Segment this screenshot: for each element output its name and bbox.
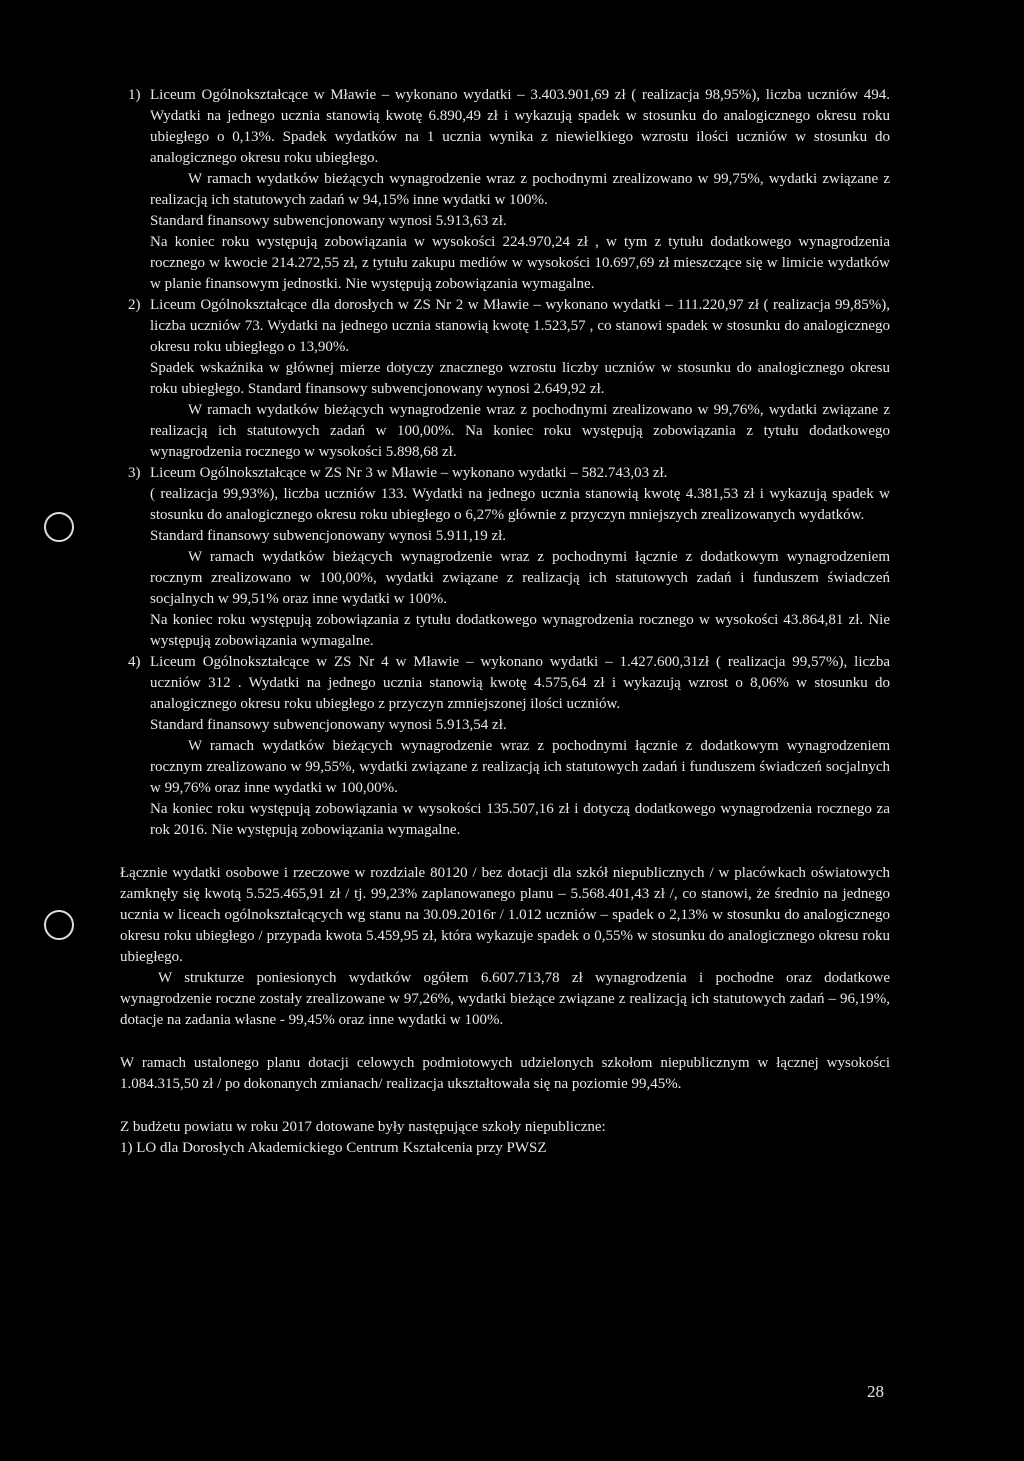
paragraph: Spadek wskaźnika w głównej mierze dotyczy znacznego wzrostu liczby uczniów w stosunku do analogicznego okresu roku ubiegłego. Standard finansowy subwencjonowany wynosi 2.649,92 zł. bbox=[150, 360, 890, 397]
paragraph: W strukturze poniesionych wydatków ogółem 6.607.713,78 zł wynagrodzenia i pochodne oraz dodatkowe wynagrodzenie roczne zostały zrealizowane w 97,26%, wydatki bieżące związane z realizacją ich statutowych zadań – 96,19%, dotacje na zadania własne - 99,45% oraz inne wydatki w 100%. bbox=[120, 970, 890, 1028]
list-item-school-3 bbox=[120, 463, 890, 652]
punch-hole-icon bbox=[44, 910, 74, 940]
paragraph: Łącznie wydatki osobowe i rzeczowe w rozdziale 80120 / bez dotacji dla szkół niepublicznych / w placówkach oświatowych zamknęły się kwotą 5.525.465,91 zł / tj. 99,23% zaplanowanego planu – 5.568.401,43 zł /, co stanowi, że średnio na jednego ucznia w liceach ogólnokształcących wg stanu na 30.09.2016r / 1.012 uczniów – spadek o 2,13% w stosunku do analogicznego okresu roku ubiegłego / przypada kwota 5.459,95 zł, która wykazuje spadek o 0,55% w stosunku do analogicznego okresu roku ubiegłego. bbox=[120, 865, 890, 965]
paragraph: Liceum Ogólnokształcące dla dorosłych w ZS Nr 2 w Mławie – wykonano wydatki – 111.220,97 zł ( realizacja 99,85%), liczba uczniów 73. Wydatki na jednego ucznia stanowią kwotę 1.523,57 , co stanowi spadek w stosunku do analogicznego okresu roku ubiegłego o 13,90%. bbox=[150, 297, 890, 355]
paragraph: W ramach wydatków bieżących wynagrodzenie wraz z pochodnymi zrealizowano w 99,75%, wydatki związane z realizacją ich statutowych zadań w 94,15% inne wydatki w 100%. bbox=[150, 171, 890, 208]
document-body bbox=[120, 85, 890, 1159]
paragraph: ( realizacja 99,93%), liczba uczniów 133. Wydatki na jednego ucznia stanowią kwotę 4.381,53 zł i wykazują spadek w stosunku do analogicznego okresu roku ubiegłego o 6,27% głównie z przyczyn mniejszych zrealizowanych wydatków. bbox=[150, 486, 890, 523]
list-number: 1) bbox=[128, 87, 141, 103]
paragraph: W ramach wydatków bieżących wynagrodzenie wraz z pochodnymi łącznie z dodatkowym wynagrodzeniem rocznym zrealizowano w 99,55%, wydatki związane z realizacją ich statutowych zadań i funduszem świadczeń socjalnych w 99,76% oraz inne wydatki w 100,00%. bbox=[150, 738, 890, 796]
punch-hole-icon bbox=[44, 512, 74, 542]
grants-section bbox=[120, 1053, 890, 1095]
paragraph: Na koniec roku występują zobowiązania w wysokości 224.970,24 zł , w tym z tytułu dodatkowego wynagrodzenia rocznego w kwocie 214.272,55 zł, z tytułu zakupu mediów w wysokości 10.697,69 zł mieszczące się w limicie wydatków w planie finansowym jednostki. Nie występują zobowiązania wymagalne. bbox=[150, 234, 890, 292]
list-number: 3) bbox=[128, 465, 141, 481]
paragraph: W ramach ustalonego planu dotacji celowych podmiotowych udzielonych szkołom niepublicznym w łącznej wysokości 1.084.315,50 zł / po dokonanych zmianach/ realizacja ukształtowała się na poziomie 99,45%. bbox=[120, 1055, 890, 1092]
paragraph: Na koniec roku występują zobowiązania z tytułu dodatkowego wynagrodzenia rocznego w wysokości 43.864,81 zł. Nie występują zobowiązania wymagalne. bbox=[150, 612, 890, 649]
list-number: 2) bbox=[128, 297, 141, 313]
list-item-school-4 bbox=[120, 652, 890, 841]
paragraph: Standard finansowy subwencjonowany wynosi 5.911,19 zł. bbox=[150, 528, 507, 544]
paragraph: W ramach wydatków bieżących wynagrodzenie wraz z pochodnymi łącznie z dodatkowym wynagrodzeniem rocznym zrealizowano w 100,00%, wydatki związane z realizacją ich statutowych zadań i funduszem świadczeń socjalnych w 99,51% oraz inne wydatki w 100%. bbox=[150, 549, 890, 607]
summary-section bbox=[120, 863, 890, 1031]
paragraph: 1) LO dla Dorosłych Akademickiego Centrum Kształcenia przy PWSZ bbox=[120, 1140, 547, 1156]
paragraph: Liceum Ogólnokształcące w ZS Nr 3 w Mławie – wykonano wydatki – 582.743,03 zł. bbox=[150, 465, 668, 481]
school-list bbox=[120, 85, 890, 841]
paragraph: Standard finansowy subwencjonowany wynosi 5.913,54 zł. bbox=[150, 717, 507, 733]
paragraph: Standard finansowy subwencjonowany wynosi 5.913,63 zł. bbox=[150, 213, 507, 229]
list-item-school-1 bbox=[120, 85, 890, 295]
page-number: 28 bbox=[867, 1382, 884, 1401]
paragraph: Z budżetu powiatu w roku 2017 dotowane były następujące szkoły niepubliczne: bbox=[120, 1119, 606, 1135]
non-public-schools-section bbox=[120, 1117, 890, 1159]
paragraph: W ramach wydatków bieżących wynagrodzenie wraz z pochodnymi zrealizowano w 99,76%, wydatki związane z realizacją ich statutowych zadań w 100,00%. Na koniec roku występują zobowiązania z tytułu dodatkowego wynagrodzenia rocznego w wysokości 5.898,68 zł. bbox=[150, 402, 890, 460]
paragraph: Liceum Ogólnokształcące w Mławie – wykonano wydatki – 3.403.901,69 zł ( realizacja 98,95%), liczba uczniów 494. Wydatki na jednego ucznia stanowią kwotę 6.890,49 zł i wykazują spadek w stosunku do analogicznego okresu roku ubiegłego o 0,13%. Spadek wydatków na 1 ucznia wynika z niewielkiego wzrostu ilości uczniów w stosunku do analogicznego okresu roku ubiegłego. bbox=[150, 87, 890, 166]
paragraph: Liceum Ogólnokształcące w ZS Nr 4 w Mławie – wykonano wydatki – 1.427.600,31zł ( realizacja 99,57%), liczba uczniów 312 . Wydatki na jednego ucznia stanowią kwotę 4.575,64 zł i wykazują wzrost o 8,06% w stosunku do analogicznego okresu roku ubiegłego z przyczyn zmniejszonej ilości uczniów. bbox=[150, 654, 890, 712]
list-number: 4) bbox=[128, 654, 141, 670]
paragraph: Na koniec roku występują zobowiązania w wysokości 135.507,16 zł i dotyczą dodatkowego wynagrodzenia rocznego za rok 2016. Nie występują zobowiązania wymagalne. bbox=[150, 801, 890, 838]
list-item-school-2 bbox=[120, 295, 890, 463]
